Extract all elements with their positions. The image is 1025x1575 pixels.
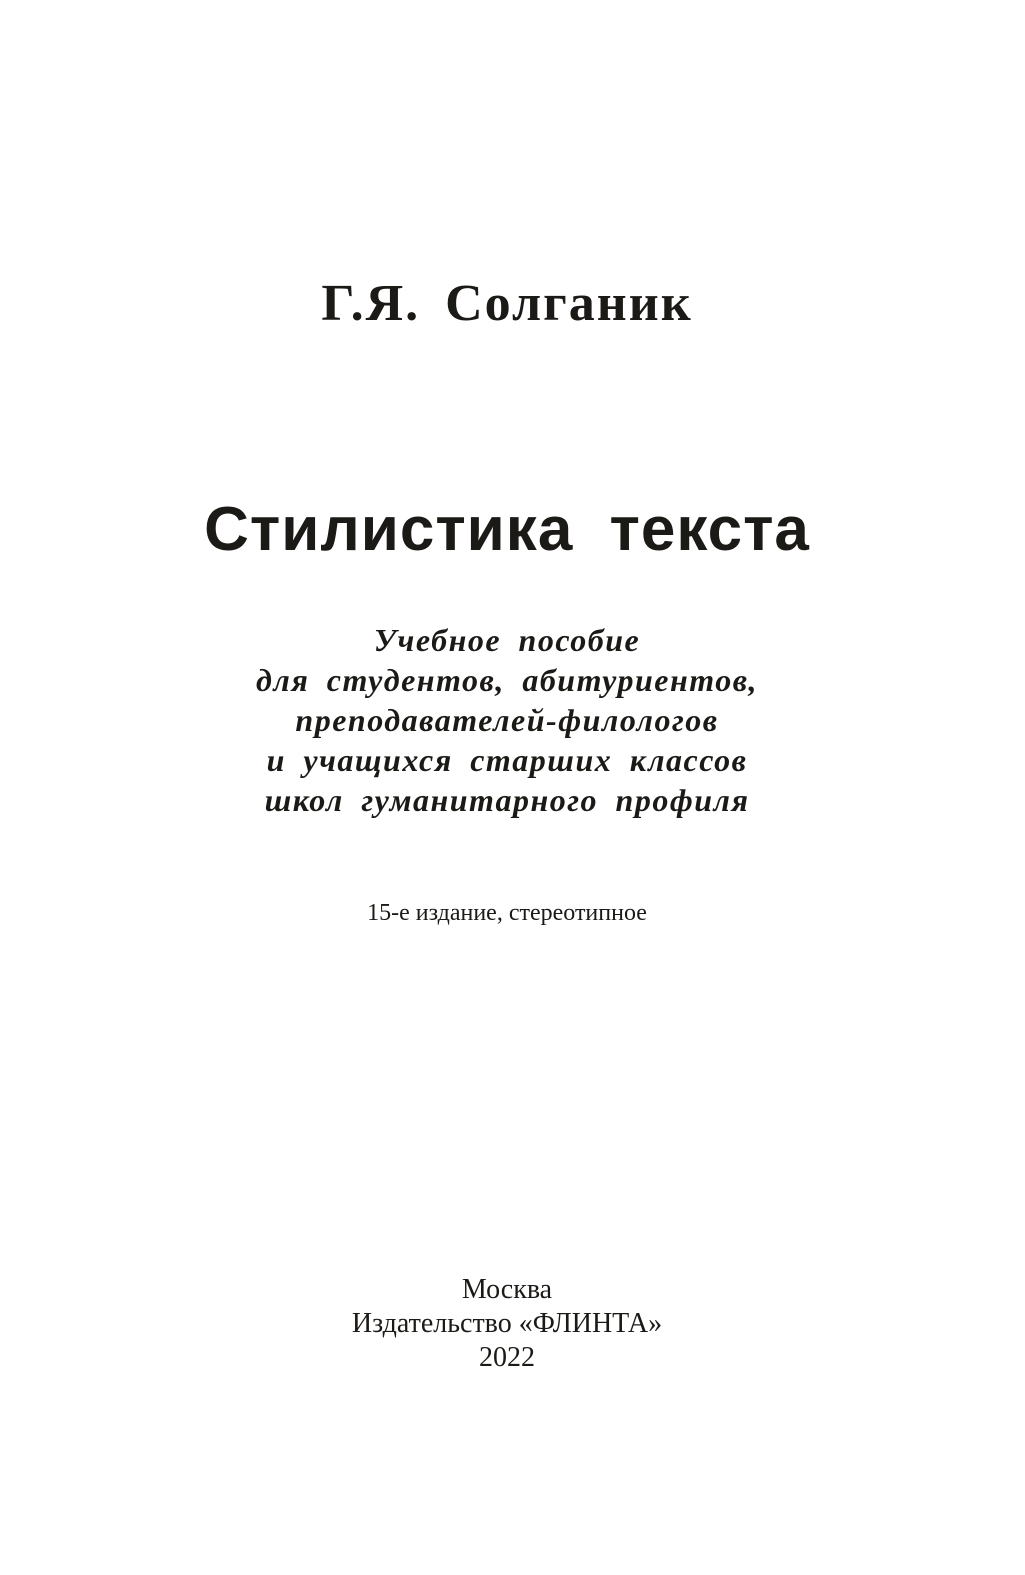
imprint-year: 2022 [479, 1342, 535, 1373]
subtitle-line: Учебное пособие [373, 622, 641, 658]
imprint-publisher: Издательство «ФЛИНТА» [351, 1308, 663, 1339]
imprint-city: Москва [461, 1274, 553, 1305]
imprint [0, 1273, 1014, 1375]
book-title: Стилистика текста [204, 495, 810, 564]
subtitle-line: и учащихся старших классов [266, 742, 748, 778]
subtitle-line: школ гуманитарного профиля [264, 782, 750, 818]
subtitle-line: для студентов, абитуриентов, [256, 662, 758, 698]
subtitle-line: преподавателей-филологов [295, 702, 719, 738]
author-name: Г.Я. Солганик [321, 275, 693, 332]
book-subtitle [0, 620, 1014, 820]
edition-note: 15-е издание, стереотипное [367, 900, 647, 926]
